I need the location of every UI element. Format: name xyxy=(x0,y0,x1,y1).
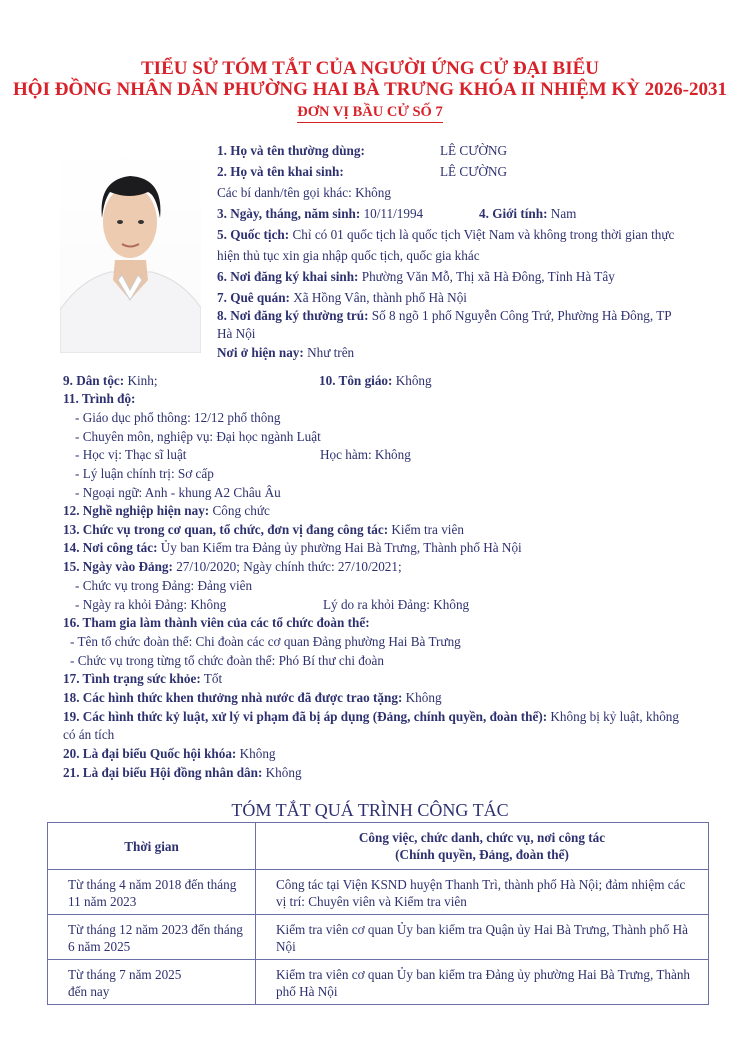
table-row: Từ tháng 4 năm 2018 đến tháng 11 năm 2023 Công tác tại Viện KSND huyện Thanh Trì, thành phố Hà Nội; đảm nhiệm các vị trí: Chuyên viên và Kiểm tra viên xyxy=(48,870,709,915)
table-row: Từ tháng 7 năm 2025 đến nay Kiểm tra viên cơ quan Ủy ban kiểm tra Đảng ủy phường Hai Bà Trưng, Thành phố Hà Nội xyxy=(48,960,709,1005)
common-name: LÊ CƯỜNG xyxy=(440,143,508,158)
table-header: Thời gian Công việc, chức danh, chức vụ, nơi công tác (Chính quyền, Đảng, đoàn thể) xyxy=(48,823,709,870)
candidate-biography-page: TIỂU SỬ TÓM TẮT CỦA NGƯỜI ỨNG CỬ ĐẠI BIỂU HỘI ĐỒNG NHÂN DÂN PHƯỜNG HAI BÀ TRƯNG KHÓA II NHIỆM KỲ 2026-2031 ĐƠN VỊ BẦU CỬ SỐ 7 1. Họ và tên thường dùng: LÊ CƯỜNG 2. Họ và tên khai sinh: LÊ CƯỜNG Các bí danh/tên gọi khác: Không 3. Ngày, tháng, năm sinh: 10/11/1994 4. Giới tính: Nam 5. Quốc tịch: Chỉ có 01 quốc tịch là quốc tịch Việt Nam và không trong thời gian thực hiện thủ tục xin gia nhập quốc tịch, quốc gia khác 6. Nơi đăng ký khai sinh: Phường Văn Mỗ, Thị xã Hà Đông, Tỉnh Hà Tây 7. Quê quán: Xã Hồng Vân, thành phố Hà Nội 8. Nơi đăng ký thường trú: Số 8 ngõ 1 phố Nguyễn Công Trứ, Phường Hà Đông, TP Hà Nội Nơi ở hiện nay: Như trên 9. Dân tộc: Kinh; 10. Tôn giáo: Không 11. Trình độ: - Giáo dục phổ thông: 12/12 phổ thông - Chuyên môn, nghiệp vụ: Đại học ngành Luật - Học vị: Thạc sĩ luật Học hàm: Không - Lý luận chính trị: Sơ cấp - Ngoại ngữ: Anh - khung A2 Châu Âu 12. Nghề nghiệp hiện nay: Công chức 13. Chức vụ trong cơ quan, tổ chức, đơn vị đang công tác: Kiểm tra viên 14. Nơi công tác: Ủy ban Kiểm tra Đảng ủy phường Hai Bà Trưng, Thành phố Hà Nội 15. Ngày vào Đảng: 27/10/2020; Ngày chính thức: 27/10/2021; - Chức vụ trong Đảng: Đảng viên - Ngày ra khỏi Đảng: Không Lý do ra khỏi Đảng: Không 16. Tham gia làm thành viên của các tổ chức đoàn thể: - Tên tổ chức đoàn thể: Chi đoàn các cơ quan Đảng phường Hai Bà Trưng - Chức vụ trong từng tổ chức đoàn thể: Phó Bí thư chi đoàn 17. Tình trạng sức khỏe: Tốt 18. Các hình thức khen thưởng nhà nước đã được trao tặng: Không 19. Các hình thức kỷ luật, xử lý vi phạm đã bị áp dụng (Đảng, chính quyền, đoàn thể): Không bị kỷ luật, không có án tích 20. Là đại biểu Quốc hội khóa: Không 21. Là đại biểu Hội đồng nhân dân: Không TÓM TẮT QUÁ TRÌNH CÔNG TÁC Thời gian Công việc, chức danh, chức vụ, nơi công tác (Chính quyền, Đảng, đoàn thể) Từ tháng 4 năm 2018 đến tháng 11 năm 2023 Công tác tại Viện KSND huyện Thanh Trì, thành phố Hà Nội; đảm nhiệm các vị trí: Chuyên viên và Kiểm tra viên Từ tháng 12 năm 2023 đến tháng 6 năm 2025 Kiểm tra viên cơ quan Ủy ban kiểm tra Quận ủy Hai Bà Trưng, Thành phố Hà Nội Từ tháng 7 năm 2025 đến nay Kiểm tra viên cơ quan Ủy ban kiểm tra Đảng ủy phường Hai Bà Trưng, Thành phố Hà Nội xyxy=(0,0,740,1046)
permanent-residence: 8. Nơi đăng ký thường trú: Số 8 ngõ 1 phố Nguyễn Công Trứ, Phường Hà Đông, TP xyxy=(217,308,672,323)
alias: Các bí danh/tên gọi khác: Không xyxy=(217,185,391,200)
title-line-2: HỘI ĐỒNG NHÂN DÂN PHƯỜNG HAI BÀ TRƯNG KHÓA II NHIỆM KỲ 2026-2031 xyxy=(13,79,727,100)
ethnicity: 9. Dân tộc: Kinh; xyxy=(63,373,158,388)
hometown: 7. Quê quán: Xã Hồng Vân, thành phố Hà Nội xyxy=(217,290,467,305)
work-history-table xyxy=(47,822,709,1005)
religion: 10. Tôn giáo: Không xyxy=(319,373,432,388)
table-row: Từ tháng 12 năm 2023 đến tháng 6 năm 2025 Kiểm tra viên cơ quan Ủy ban kiểm tra Quận ủy Hai Bà Trưng, Thành phố Hà Nội xyxy=(48,915,709,960)
nationality: 5. Quốc tịch: Chỉ có 01 quốc tịch là quốc tịch Việt Nam và không trong thời gian thực xyxy=(217,227,675,242)
gender: 4. Giới tính: Nam xyxy=(479,206,577,221)
work-history-title: TÓM TẮT QUÁ TRÌNH CÔNG TÁC xyxy=(231,800,509,820)
candidate-photo xyxy=(60,140,201,353)
birth-registration: 6. Nơi đăng ký khai sinh: Phường Văn Mỗ, Thị xã Hà Đông, Tỉnh Hà Tây xyxy=(217,269,615,284)
current-residence: Nơi ở hiện nay: Như trên xyxy=(217,345,355,360)
birth-name: LÊ CƯỜNG xyxy=(440,164,508,179)
date-of-birth: 3. Ngày, tháng, năm sinh: 10/11/1994 xyxy=(217,206,424,221)
electoral-unit-title: ĐƠN VỊ BẦU CỬ SỐ 7 xyxy=(297,104,442,123)
title-line-1: TIỂU SỬ TÓM TẮT CỦA NGƯỜI ỨNG CỬ ĐẠI BIỂU xyxy=(141,58,599,79)
